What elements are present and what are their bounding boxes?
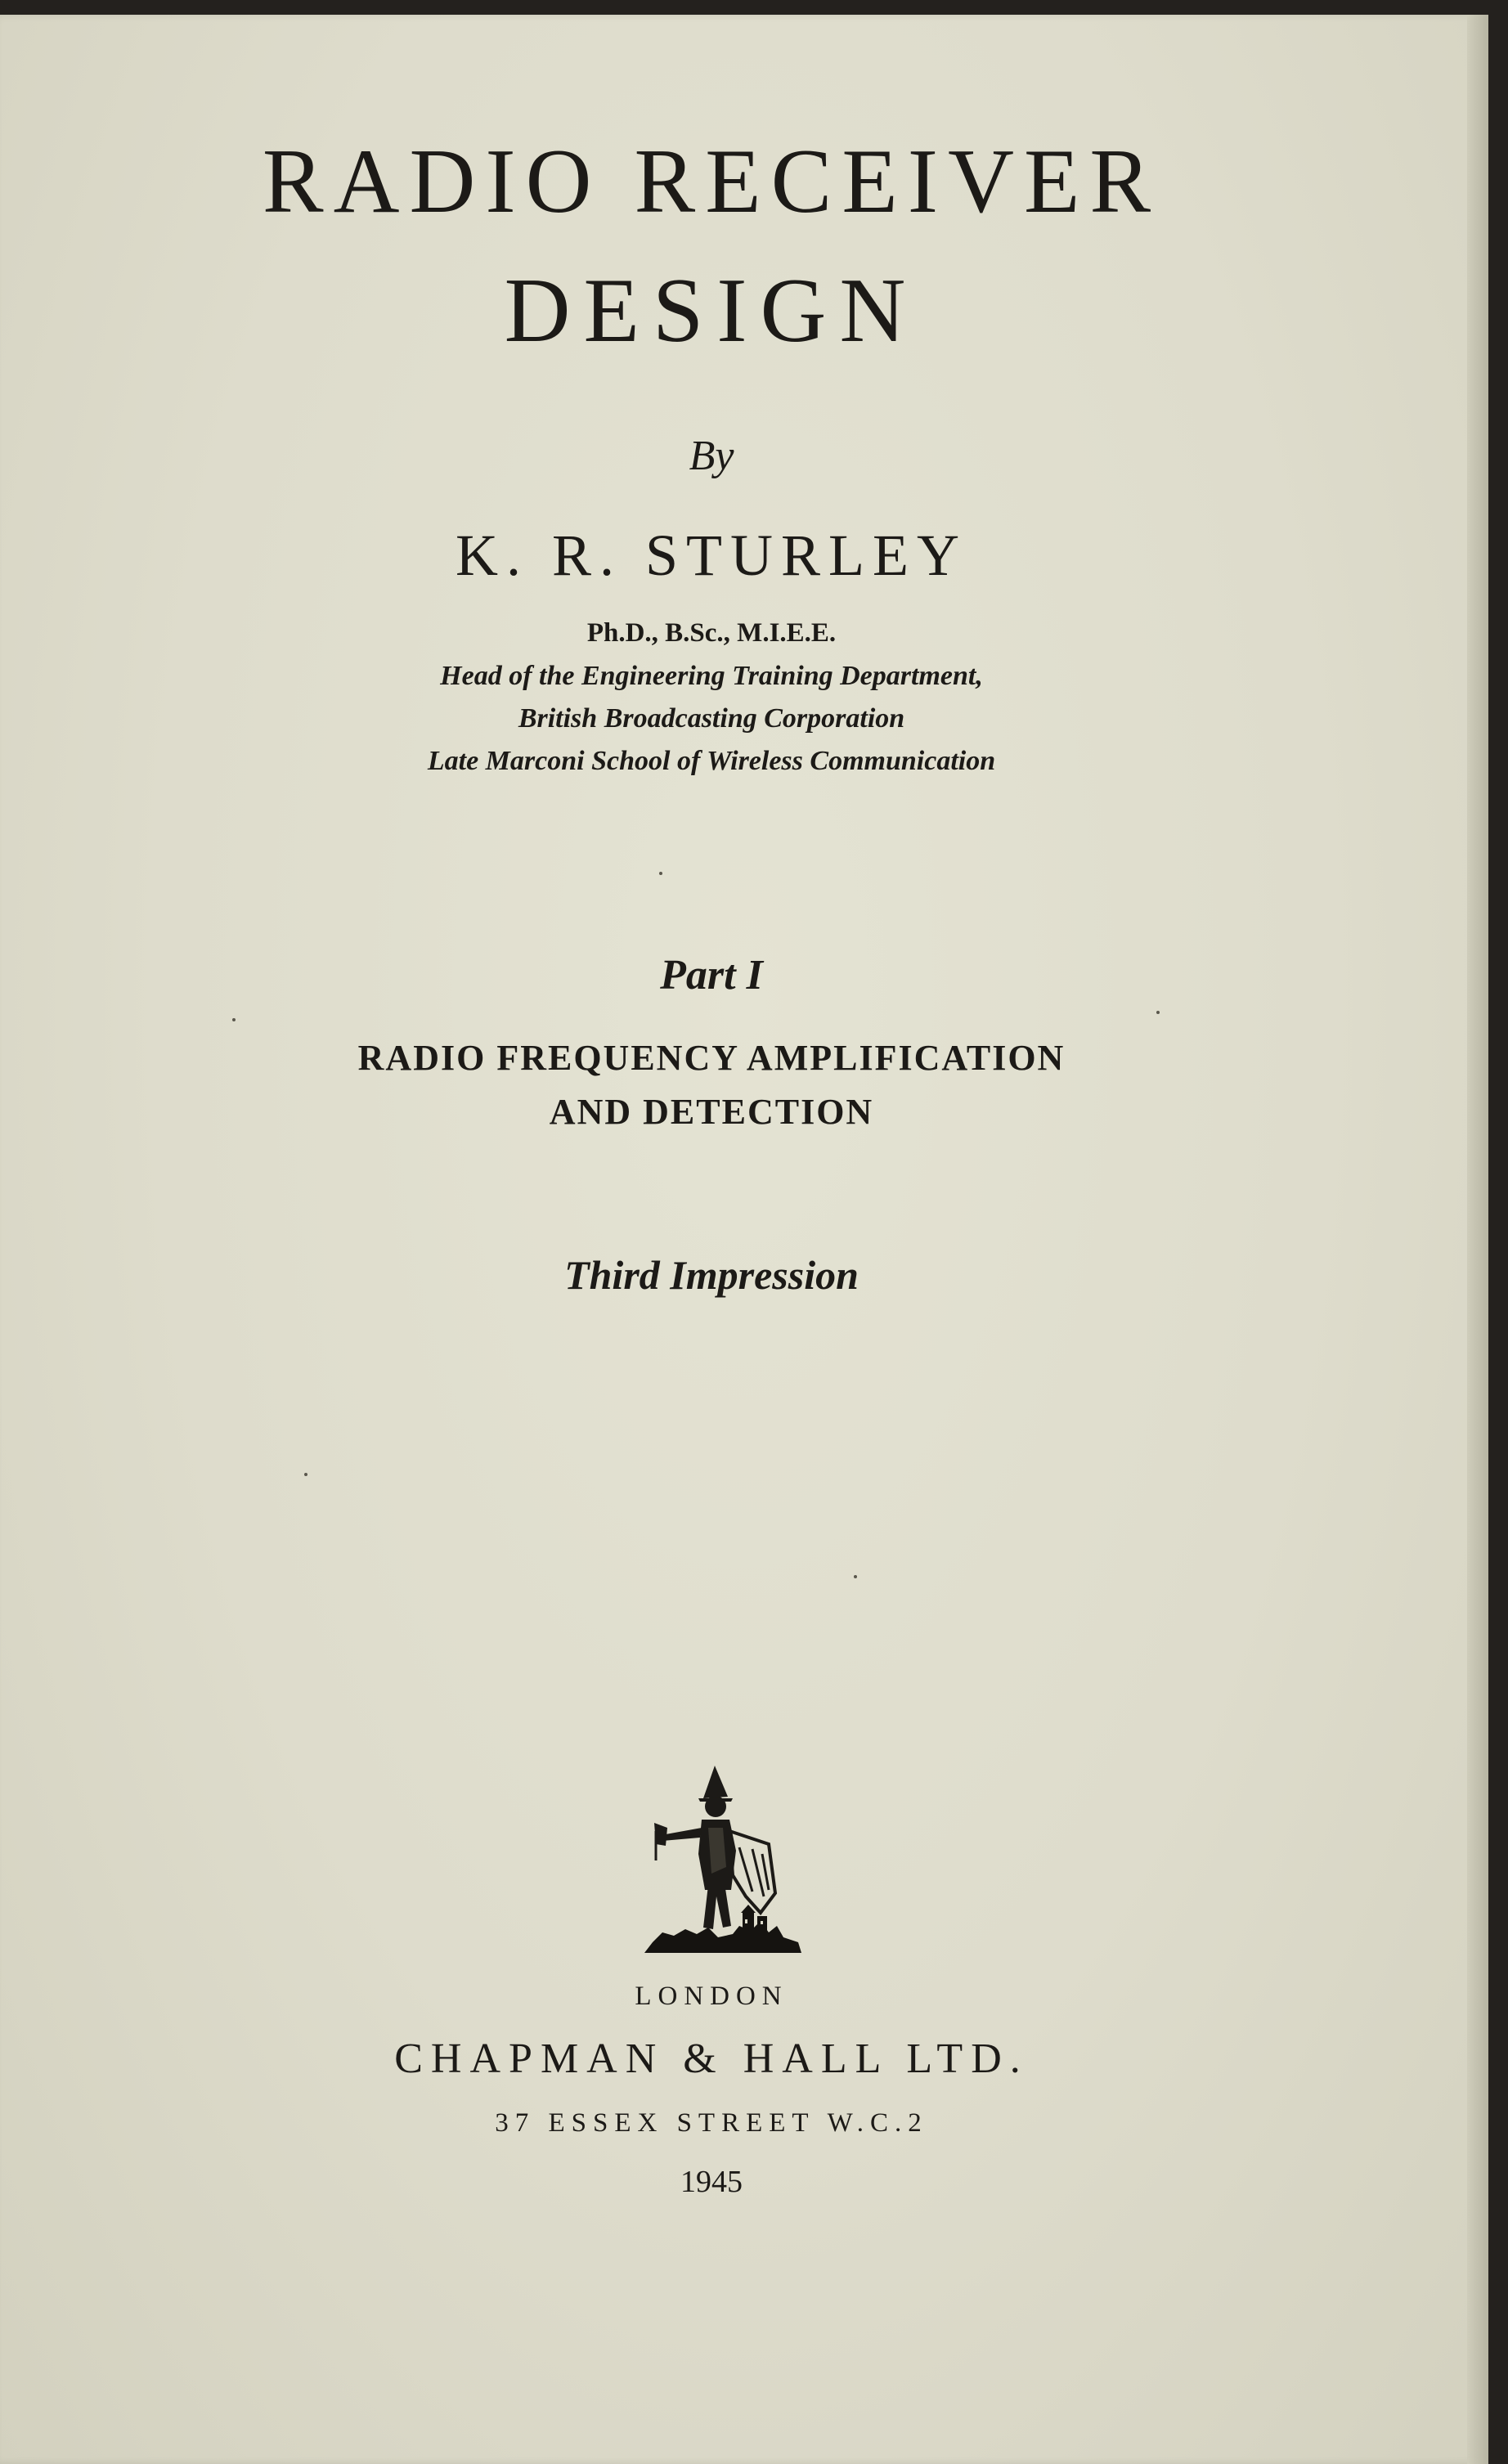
author-credential: British Broadcasting Corporation xyxy=(518,703,905,734)
author-name: K. R. STURLEY xyxy=(455,523,968,588)
sower-colophon-icon xyxy=(638,1753,810,1957)
book-title-line-2: DESIGN xyxy=(504,260,919,361)
part-label: Part I xyxy=(660,952,763,999)
imprint-city: LONDON xyxy=(635,1982,788,2011)
book-title-line-1: RADIO RECEIVER xyxy=(262,131,1161,232)
title-page xyxy=(0,15,1488,2464)
part-subtitle-line-1: RADIO FREQUENCY AMPLIFICATION xyxy=(357,1038,1066,1078)
author-credential: Late Marconi School of Wireless Communication xyxy=(427,746,996,776)
paper-speck xyxy=(232,1018,236,1021)
paper-speck xyxy=(659,872,662,875)
impression-note: Third Impression xyxy=(564,1252,859,1298)
part-subtitle-line-2: AND DETECTION xyxy=(549,1092,874,1132)
author-degrees: Ph.D., B.Sc., M.I.E.E. xyxy=(586,618,837,648)
publisher-name: CHAPMAN & HALL LTD. xyxy=(394,2035,1029,2082)
paper-speck xyxy=(854,1575,857,1578)
author-credential: Head of the Engineering Training Department, xyxy=(440,661,983,691)
publication-year: 1945 xyxy=(680,2165,743,2199)
paper-speck xyxy=(304,1473,307,1476)
publisher-address: 37 ESSEX STREET W.C.2 xyxy=(495,2108,928,2138)
paper-speck xyxy=(1156,1011,1160,1014)
byline: By xyxy=(689,433,734,479)
page-edge xyxy=(1467,15,1488,2464)
